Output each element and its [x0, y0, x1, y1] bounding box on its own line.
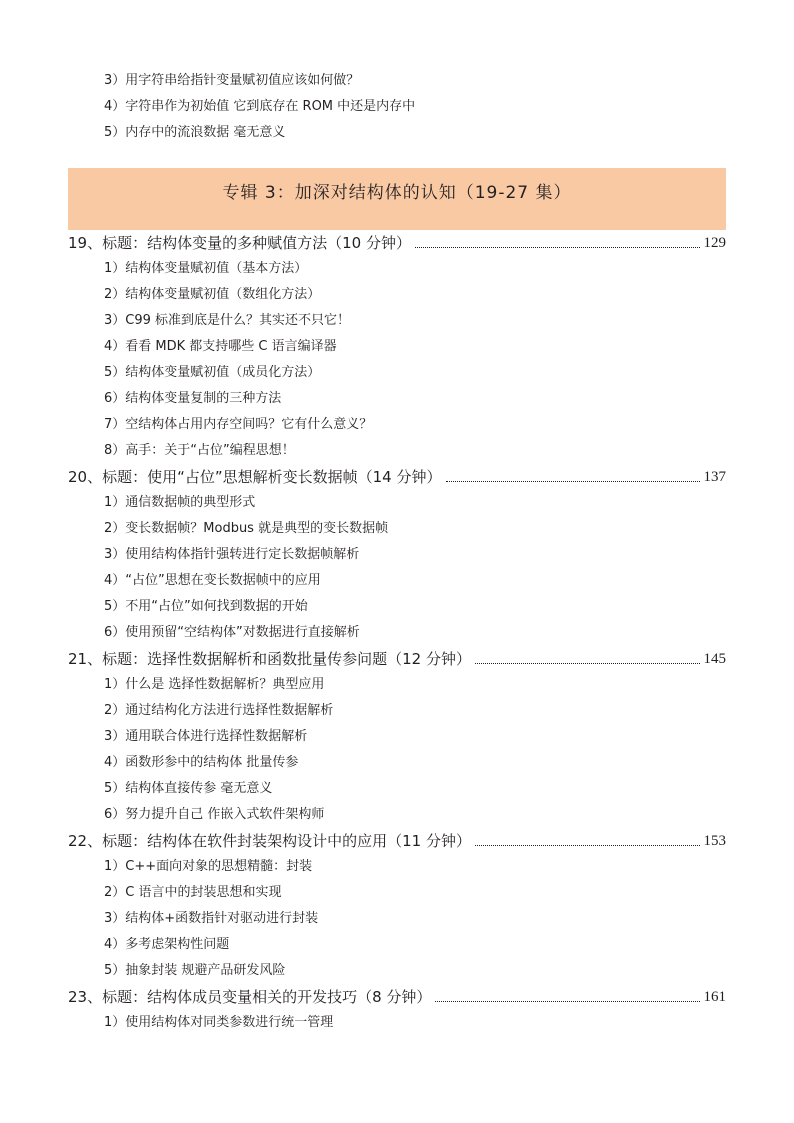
dot-leader [435, 1001, 699, 1002]
list-item: 5）抽象封装 规避产品研发风险 [104, 963, 286, 978]
list-item: 1）结构体变量赋初值（基本方法） [104, 261, 308, 276]
list-item: 4）函数形参中的结构体 批量传参 [104, 755, 299, 770]
list-item: 4）字符串作为初始值 它到底存在 ROM 中还是内存中 [104, 99, 416, 114]
page-number: 153 [703, 833, 726, 849]
page-number: 145 [703, 651, 726, 667]
section-banner [68, 168, 726, 230]
chapter-entry[interactable] [68, 648, 726, 670]
page-number: 137 [703, 469, 726, 485]
list-item: 5）不用“占位”如何找到数据的开始 [104, 599, 308, 614]
page-number: 161 [703, 989, 726, 1005]
list-item: 1）通信数据帧的典型形式 [104, 495, 256, 510]
list-item: 4）多考虑架构性问题 [104, 937, 230, 952]
dot-leader [475, 845, 700, 846]
chapter-title: 23、标题：结构体成员变量相关的开发技巧（8 分钟） [68, 988, 432, 1006]
page-number: 129 [703, 235, 726, 251]
list-item: 1）什么是 选择性数据解析？典型应用 [104, 677, 325, 692]
list-item: 1）C++面向对象的思想精髓：封装 [104, 859, 313, 874]
chapter-title: 20、标题：使用“占位”思想解析变长数据帧（14 分钟） [68, 468, 442, 486]
list-item: 3）结构体+函数指针对驱动进行封装 [104, 911, 319, 926]
chapter-title: 19、标题：结构体变量的多种赋值方法（10 分钟） [68, 234, 411, 252]
chapter-title: 21、标题：选择性数据解析和函数批量传参问题（12 分钟） [68, 650, 471, 668]
list-item: 3）C99 标准到底是什么？其实还不只它！ [104, 313, 351, 328]
list-item: 2）通过结构化方法进行选择性数据解析 [104, 703, 334, 718]
list-item: 6）使用预留“空结构体”对数据进行直接解析 [104, 625, 360, 640]
list-item: 3）用字符串给指针变量赋初值应该如何做？ [104, 73, 360, 88]
section-title: 专辑 3：加深对结构体的认知（19-27 集） [222, 183, 572, 203]
list-item: 8）高手：关于“占位”编程思想！ [104, 443, 295, 458]
list-item: 6）努力提升自己 作嵌入式软件架构师 [104, 807, 325, 822]
list-item: 3）使用结构体指针强转进行定长数据帧解析 [104, 547, 360, 562]
list-item: 5）结构体直接传参 毫无意义 [104, 781, 273, 796]
list-item: 4）看看 MDK 都支持哪些 C 语言编译器 [104, 339, 337, 354]
list-item: 5）内存中的流浪数据 毫无意义 [104, 125, 286, 140]
chapter-entry[interactable] [68, 830, 726, 852]
dot-leader [475, 663, 700, 664]
chapter-title: 22、标题：结构体在软件封装架构设计中的应用（11 分钟） [68, 832, 471, 850]
list-item: 6）结构体变量复制的三种方法 [104, 391, 282, 406]
list-item: 2）C 语言中的封装思想和实现 [104, 885, 282, 900]
list-item: 2）变长数据帧？Modbus 就是典型的变长数据帧 [104, 521, 389, 536]
dot-leader [446, 481, 700, 482]
chapter-entry[interactable] [68, 466, 726, 488]
list-item: 1）使用结构体对同类参数进行统一管理 [104, 1015, 334, 1030]
list-item: 7）空结构体占用内存空间吗？它有什么意义？ [104, 417, 373, 432]
list-item: 5）结构体变量赋初值（成员化方法） [104, 365, 321, 380]
chapter-entry[interactable] [68, 986, 726, 1008]
list-item: 3）通用联合体进行选择性数据解析 [104, 729, 308, 744]
list-item: 4）“占位”思想在变长数据帧中的应用 [104, 573, 321, 588]
chapter-entry[interactable] [68, 232, 726, 254]
list-item: 2）结构体变量赋初值（数组化方法） [104, 287, 321, 302]
dot-leader [415, 247, 700, 248]
